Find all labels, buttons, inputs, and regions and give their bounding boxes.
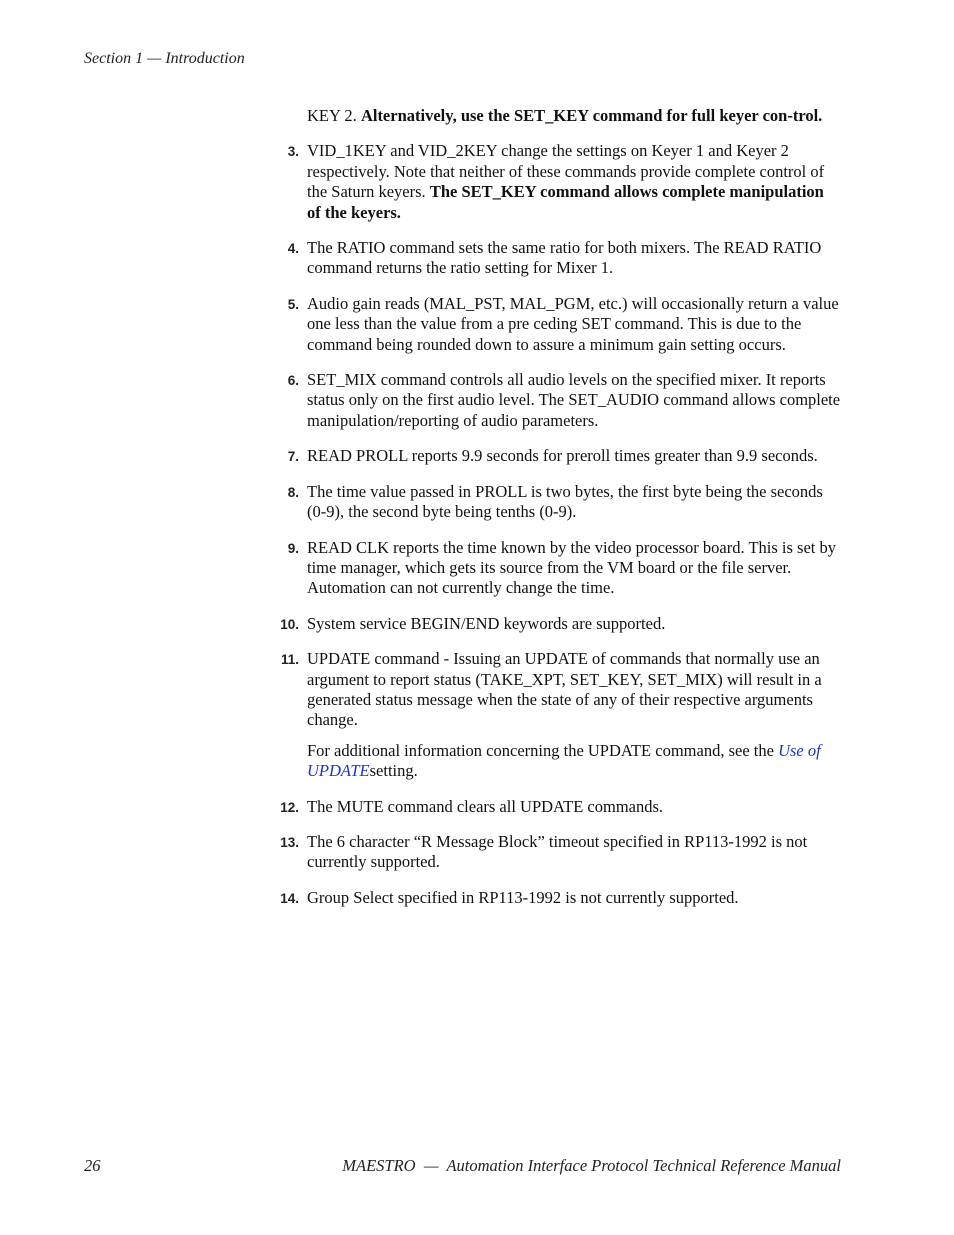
item-text: The MUTE command clears all UPDATE commands. [307,796,664,816]
item-number: 4. [287,241,299,257]
item-text: The time value passed in PROLL is two bytes, the first byte being the seconds (0-9), the second byte being tenths (0-9). [307,481,823,522]
item-number: 6. [287,373,299,389]
list-item [287,446,841,466]
list-item [280,796,841,817]
list-item [287,370,841,431]
item-text: VID_1KEY and VID_2KEY change the settings on Keyer 1 and Keyer 2 respectively. Note that neither of these commands provide complete control of the Saturn keyers. [307,141,825,202]
document-body [280,106,841,923]
item-number: 10. [280,616,299,632]
item-text: The RATIO command sets the same ratio for both mixers. The READ RATIO command returns the ratio setting for Mixer 1. [307,238,822,278]
item-number: 12. [280,799,299,815]
intro-text: KEY 2. [307,106,361,125]
list-item [287,481,841,523]
item-number: 14. [280,890,299,906]
item-text: UPDATE command - Issuing an UPDATE of commands that normally use an argument to report status (TAKE_XPT, SET_KEY, SET_MIX) will result in a generated status message when the state of any of their respective arguments change. [307,649,822,730]
list-item [280,887,841,908]
item-number: 13. [280,834,299,850]
note-text: For additional information concerning the UPDATE command, see the [307,740,779,760]
item-number: 11. [280,652,299,668]
item-text: Audio gain reads (MAL_PST, MAL_PGM, etc.) will occasionally return a value one less than the value from a pre ceding SET command. This is due to the command being rounded down to assure a minimum gain setting occurs. [307,293,839,354]
list-item [287,293,841,355]
list-item [280,649,841,781]
item-text: The 6 character “R Message Block” timeout specified in RP113-1992 is not currently supported. [307,831,808,872]
item-bold-text: The SET_KEY command allows complete manipulation of the keyers. [307,182,824,222]
list-item [280,613,841,634]
footer-title: MAESTRO — Automation Interface Protocol Technical Reference Manual [342,1156,841,1175]
list-item [287,238,841,279]
running-header: Section 1 — Introduction [84,50,245,67]
item-text: System service BEGIN/END keywords are supported. [307,613,666,633]
item-number: 8. [287,484,299,500]
item-number: 7. [287,449,299,465]
item-note [307,741,841,782]
intro-paragraph [307,106,841,126]
item-number: 9. [287,540,299,556]
item-text: SET_MIX command controls all audio levels on the specified mixer. It reports status only on the first audio level. The SET_AUDIO command allows complete manipulation/reporting of audio parameters. [307,370,841,430]
list-item [280,831,841,873]
item-text: Group Select specified in RP113-1992 is not currently supported. [307,887,739,907]
use-of-update-link[interactable]: Use of UPDATE [307,740,821,781]
list-item [287,141,841,223]
note-text-end: setting. [369,761,418,781]
intro-bold-text: Alternatively, use the SET_KEY command for full keyer con-trol. [360,106,823,125]
item-number: 3. [287,144,299,160]
list-item [287,537,841,599]
item-number: 5. [287,296,299,312]
item-text: READ CLK reports the time known by the video processor board. This is set by time manager, which gets its source from the VM board or the file server. Automation can not currently change the time. [307,537,836,598]
page-number: 26 [84,1156,101,1175]
item-text: READ PROLL reports 9.9 seconds for preroll times greater than 9.9 seconds. [307,446,818,466]
